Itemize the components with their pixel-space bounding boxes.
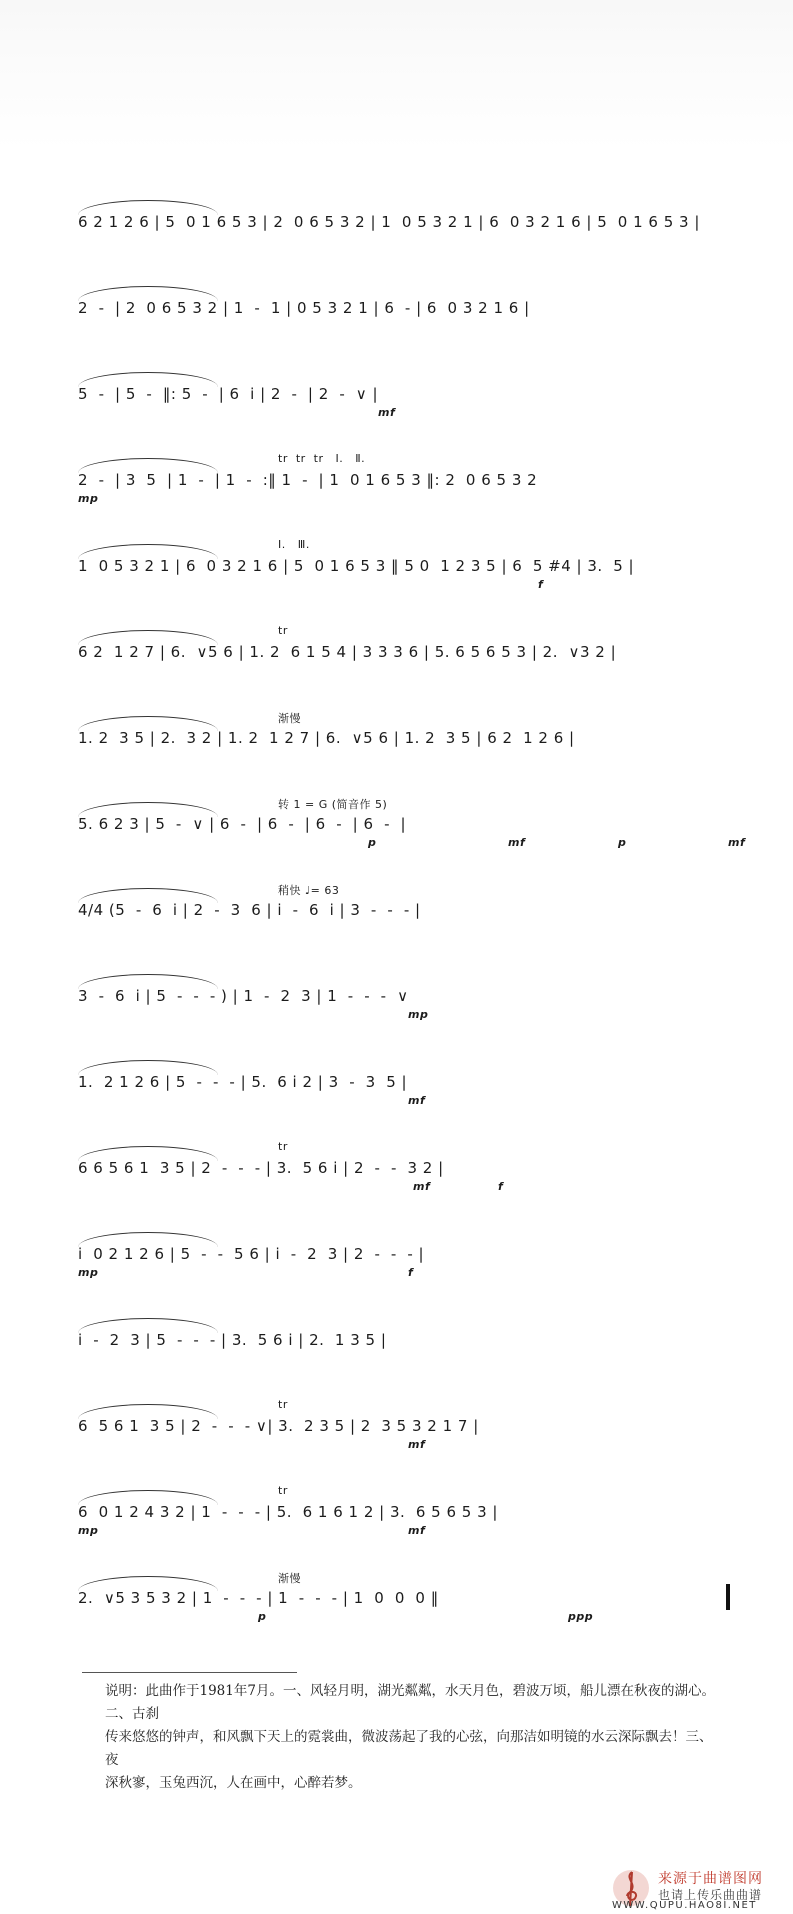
notation-line: 3 - 6 i | 5 - - - ) | 1 - 2 3 | 1 - - - ∨	[78, 987, 409, 1005]
dynamic-mark: mf	[508, 836, 526, 849]
dynamic-mark: f	[408, 1266, 414, 1279]
score-system	[78, 624, 728, 670]
explanation-line-3: 深秋寥，玉兔西沉，人在画中，心醉若梦。	[105, 1775, 362, 1791]
dynamic-mark: p	[368, 836, 377, 849]
score-system	[78, 538, 728, 591]
score-system	[78, 1140, 728, 1193]
score-marking: tr	[278, 1484, 288, 1497]
notation-line: 2. ∨5 3 5 3 2 | 1 - - - | 1 - - - | 1 0 0 0 ‖	[78, 1589, 439, 1607]
dynamic-mark: mp	[78, 1266, 99, 1279]
notation-line: 4/4 (5 - 6 i | 2 - 3 6 | i - 6 i | 3 - - - |	[78, 901, 421, 919]
score-system	[78, 372, 728, 419]
dynamic-mark: mp	[78, 492, 99, 505]
dynamic-mark: mf	[408, 1094, 426, 1107]
score-system	[78, 884, 728, 928]
dynamic-mark: mp	[78, 1524, 99, 1537]
score-system	[78, 1484, 728, 1537]
score-system	[78, 1060, 728, 1107]
score-system	[78, 1572, 728, 1623]
dynamic-mark: ppp	[568, 1610, 594, 1623]
notation-line: 6 5 6 1 3 5 | 2 - - - ∨| 3. 2 3 5 | 2 3 5 3 2 1 7 |	[78, 1417, 479, 1435]
score-marking: tr	[278, 624, 288, 637]
score-marking: tr	[278, 1140, 288, 1153]
score-marking: 渐慢	[278, 712, 301, 725]
explanation-line-2: 传来悠悠的钟声，和风飘下天上的霓裳曲，微波荡起了我的心弦，向那洁如明镜的水云深际飘去！三、夜	[105, 1729, 713, 1768]
notation-line: 6 2 1 2 7 | 6. ∨5 6 | 1. 2 6 1 5 4 | 3 3 3 6 | 5. 6 5 6 5 3 | 2. ∨3 2 |	[78, 643, 617, 661]
dynamic-mark: mf	[408, 1524, 426, 1537]
explanation-note	[105, 1680, 725, 1795]
dynamic-mark: f	[498, 1180, 504, 1193]
dynamic-mark: f	[538, 578, 544, 591]
dynamic-mark: mp	[408, 1008, 429, 1021]
dynamic-mark: mf	[378, 406, 396, 419]
score-system	[78, 1232, 728, 1279]
footnote-rule	[82, 1672, 297, 1673]
score-system	[78, 452, 728, 505]
notation-line: 6 0 1 2 4 3 2 | 1 - - - | 5. 6 1 6 1 2 | 3. 6 5 6 5 3 |	[78, 1503, 498, 1521]
watermark-upload: 也请上传乐曲曲谱	[658, 1888, 763, 1902]
score-system	[78, 286, 728, 326]
dynamic-mark: mf	[408, 1438, 426, 1451]
score-marking: Ⅰ. Ⅲ.	[278, 538, 310, 551]
score-system	[78, 1318, 728, 1358]
score-marking: 渐慢	[278, 1572, 301, 1585]
score-marking: tr	[278, 1398, 288, 1411]
dynamic-mark: mf	[728, 836, 746, 849]
notation-line: i 0 2 1 2 6 | 5 - - 5 6 | i - 2 3 | 2 - - - |	[78, 1245, 425, 1263]
watermark-source: 来源于曲谱图网	[658, 1871, 763, 1887]
score-marking: 稍快 ♩= 63	[278, 884, 340, 897]
score-system	[78, 712, 728, 756]
site-watermark	[612, 1864, 790, 1912]
notation-line: 5. 6 2 3 | 5 - ∨ | 6 - | 6 - | 6 - | 6 - |	[78, 815, 407, 833]
notation-line: 1. 2 1 2 6 | 5 - - - | 5. 6 i 2 | 3 - 3 5 |	[78, 1073, 408, 1091]
score-marking: 转 1 = G (简音作 5)	[278, 798, 388, 811]
dynamic-mark: mf	[413, 1180, 431, 1193]
notation-line: 1. 2 3 5 | 2. 3 2 | 1. 2 1 2 7 | 6. ∨5 6 | 1. 2 3 5 | 6 2 1 2 6 |	[78, 729, 575, 747]
dynamic-mark: p	[618, 836, 627, 849]
final-barline	[726, 1584, 730, 1610]
watermark-url: WWW.QUPU.HAO8I.NET	[612, 1900, 757, 1911]
dynamic-mark: p	[258, 1610, 267, 1623]
score-system	[78, 974, 728, 1021]
notation-line: 2 - | 3 5 | 1 - | 1 - :‖ 1 - | 1 0 1 6 5 3 ‖: 2 0 6 5 3 2	[78, 471, 538, 489]
score-system	[78, 200, 728, 240]
notation-line: 6 6 5 6 1 3 5 | 2 - - - | 3. 5 6 i | 2 - - 3 2 |	[78, 1159, 444, 1177]
notation-line: 2 - | 2 0 6 5 3 2 | 1 - 1 | 0 5 3 2 1 | 6 - | 6 0 3 2 1 6 |	[78, 299, 530, 317]
score-marking: tr tr tr Ⅰ. Ⅱ.	[278, 452, 366, 465]
notation-line: 5 - | 5 - ‖: 5 - | 6 i | 2 - | 2 - ∨ |	[78, 385, 379, 403]
notation-line: 6 2 1 2 6 | 5 0 1 6 5 3 | 2 0 6 5 3 2 | 1 0 5 3 2 1 | 6 0 3 2 1 6 | 5 0 1 6 5 3 |	[78, 213, 700, 231]
score-system	[78, 798, 746, 849]
score-system	[78, 1398, 728, 1451]
explanation-line-1: 说明：此曲作于1981年7月。一、风轻月明，湖光粼粼，水天月色，碧波万顷，船儿漂在秋夜的湖心。二、古刹	[105, 1683, 715, 1722]
notation-line: 1 0 5 3 2 1 | 6 0 3 2 1 6 | 5 0 1 6 5 3 ‖ 5 0 1 2 3 5 | 6 5 #4 | 3. 5 |	[78, 557, 635, 575]
notation-line: i - 2 3 | 5 - - - | 3. 5 6 i | 2. 1 3 5 |	[78, 1331, 387, 1349]
